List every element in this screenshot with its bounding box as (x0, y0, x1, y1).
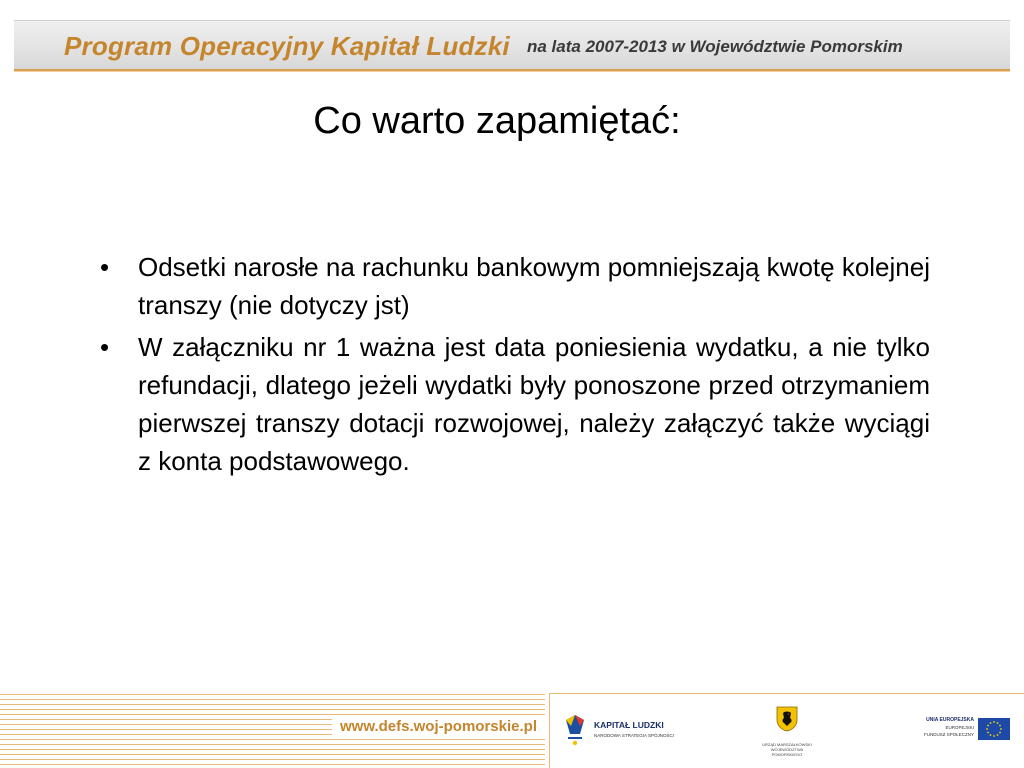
footer-stripe (0, 699, 545, 700)
eu-flag-icon (978, 718, 1010, 740)
bullet-text: W załączniku nr 1 ważna jest data poniesienia wydatku, a nie tylko refundacji, dlatego jeżeli wydatki były ponoszone przed otrzymaniem pierwszej transzy dotacji rozwojowej, należy załączyć także wyciągi z konta podstawowego. (138, 332, 930, 476)
pomorskie-crest-logo (757, 706, 817, 762)
footer-logos (549, 693, 1024, 768)
footer-stripe (0, 694, 545, 695)
kapital-ludzki-name: KAPITAŁ LUDZKI (594, 720, 664, 730)
slide-title: Co warto zapamiętać: (313, 100, 681, 142)
footer-stripe (0, 724, 340, 725)
eu-caption (908, 716, 974, 738)
footer-url-link[interactable]: www.defs.woj-pomorskie.pl (332, 718, 537, 735)
footer-url-area (0, 690, 545, 768)
footer-stripe (0, 704, 545, 705)
kapital-ludzki-sub: NARODOWA STRATEGIA SPÓJNOŚCI (594, 733, 675, 738)
eu-logo (908, 714, 1018, 754)
bullet-marker: • (100, 332, 110, 362)
footer-stripe (0, 734, 340, 735)
footer-stripe (0, 714, 545, 715)
footer-stripe (0, 744, 545, 745)
bullet-marker: • (100, 252, 110, 282)
eu-caption-line2: EUROPEJSKI (945, 725, 974, 730)
crest-caption-line1: URZĄD MARSZAŁKOWSKI (762, 742, 812, 747)
bullet-item (100, 248, 930, 324)
footer-stripe (0, 739, 545, 740)
header-banner (0, 0, 1024, 70)
eu-caption-line3: FUNDUSZ SPOŁECZNY (923, 732, 974, 737)
footer-stripe (0, 754, 545, 755)
bullet-text: Odsetki narosłe na rachunku bankowym pomniejszają kwotę kolejnej transzy (nie dotyczy jst) (138, 252, 930, 320)
footer-stripe (0, 719, 340, 720)
footer-stripe (0, 759, 545, 760)
slide-title-container (0, 100, 1024, 143)
footer-stripe (0, 749, 545, 750)
kapital-ludzki-icon (562, 712, 588, 748)
crest-caption-line2: WOJEWÓDZTWA POMORSKIEGO (770, 747, 804, 757)
bullet-list (100, 248, 930, 484)
bullet-item (100, 328, 930, 480)
crest-caption (757, 742, 817, 757)
eu-caption-line1: UNIA EUROPEJSKA (926, 717, 974, 723)
footer-stripe (0, 729, 340, 730)
footer-stripe (0, 764, 545, 765)
header-title: Program Operacyjny Kapitał Ludzki (64, 31, 510, 61)
kapital-ludzki-logo (562, 712, 692, 752)
footer-stripe (0, 709, 545, 710)
header-subtitle: na lata 2007-2013 w Województwie Pomorskim (527, 37, 903, 56)
pomorskie-crest-icon (776, 706, 798, 732)
header-bar (14, 20, 1010, 71)
